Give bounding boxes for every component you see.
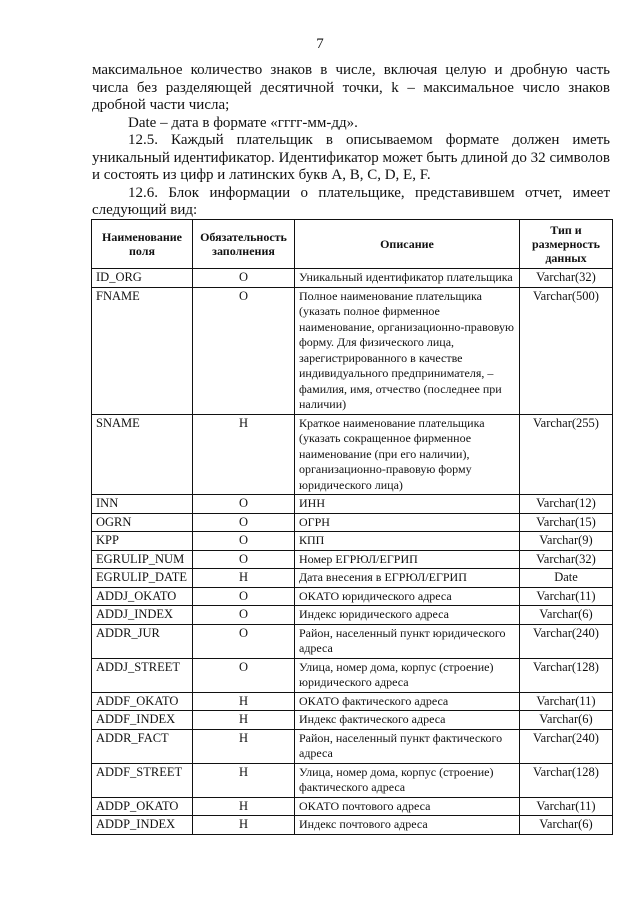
table-body	[92, 269, 613, 835]
cell-field-name: ADDR_JUR	[92, 624, 193, 658]
cell-description: Полное наименование плательщика (указать полное фирменное наименование, организационно-правовую форму. Для физического лица, зарегистрированного в качестве индивидуального предпринимателя, – фамилия, имя, отчество (последнее при наличии)	[295, 287, 520, 414]
table-row	[92, 711, 613, 730]
cell-required: О	[193, 587, 295, 606]
page-number: 7	[316, 36, 324, 52]
cell-field-name: SNAME	[92, 414, 193, 495]
cell-description: ОКАТО юридического адреса	[295, 587, 520, 606]
table-row	[92, 797, 613, 816]
paragraph-date-format: Date – дата в формате «гггг-мм-дд».	[128, 114, 358, 131]
table-row	[92, 287, 613, 414]
table-row	[92, 763, 613, 797]
cell-required: Н	[193, 797, 295, 816]
table-row	[92, 269, 613, 288]
cell-required: О	[193, 287, 295, 414]
header-type: Тип и размерность данных	[520, 220, 613, 269]
cell-description: Номер ЕГРЮЛ/ЕГРИП	[295, 550, 520, 569]
table-row	[92, 587, 613, 606]
cell-description: Индекс почтового адреса	[295, 816, 520, 835]
table-row	[92, 495, 613, 514]
cell-description: Индекс юридического адреса	[295, 606, 520, 625]
table-row	[92, 624, 613, 658]
cell-description: ИНН	[295, 495, 520, 514]
cell-required: О	[193, 658, 295, 692]
cell-type: Varchar(11)	[520, 587, 613, 606]
cell-type: Varchar(6)	[520, 606, 613, 625]
cell-field-name: ADDJ_STREET	[92, 658, 193, 692]
cell-description: Район, населенный пункт юридического адреса	[295, 624, 520, 658]
cell-type: Varchar(12)	[520, 495, 613, 514]
cell-required: Н	[193, 692, 295, 711]
cell-description: Район, населенный пункт фактического адреса	[295, 729, 520, 763]
cell-type: Varchar(15)	[520, 513, 613, 532]
cell-field-name: EGRULIP_DATE	[92, 569, 193, 588]
cell-type: Varchar(240)	[520, 729, 613, 763]
cell-type: Varchar(128)	[520, 658, 613, 692]
cell-field-name: ADDF_STREET	[92, 763, 193, 797]
cell-required: Н	[193, 414, 295, 495]
cell-field-name: ADDP_OKATO	[92, 797, 193, 816]
table-row	[92, 658, 613, 692]
cell-required: Н	[193, 763, 295, 797]
cell-field-name: ADDP_INDEX	[92, 816, 193, 835]
table-row	[92, 606, 613, 625]
cell-type: Varchar(240)	[520, 624, 613, 658]
header-description: Описание	[295, 220, 520, 269]
cell-type: Varchar(6)	[520, 816, 613, 835]
cell-description: ОГРН	[295, 513, 520, 532]
cell-type: Varchar(128)	[520, 763, 613, 797]
table-row	[92, 816, 613, 835]
paragraph-12-6: 12.6. Блок информации о плательщике, представившем отчет, имеет следующий вид:	[92, 184, 610, 218]
cell-required: Н	[193, 569, 295, 588]
cell-description: Улица, номер дома, корпус (строение) юридического адреса	[295, 658, 520, 692]
cell-field-name: FNAME	[92, 287, 193, 414]
cell-type: Date	[520, 569, 613, 588]
table-row	[92, 569, 613, 588]
cell-description: Уникальный идентификатор плательщика	[295, 269, 520, 288]
table-row	[92, 532, 613, 551]
cell-required: О	[193, 550, 295, 569]
body-text	[92, 62, 610, 220]
cell-field-name: OGRN	[92, 513, 193, 532]
cell-type: Varchar(11)	[520, 692, 613, 711]
cell-field-name: ADDF_INDEX	[92, 711, 193, 730]
cell-required: О	[193, 606, 295, 625]
table-row	[92, 513, 613, 532]
cell-field-name: ADDJ_OKATO	[92, 587, 193, 606]
cell-field-name: INN	[92, 495, 193, 514]
cell-type: Varchar(500)	[520, 287, 613, 414]
cell-description: ОКАТО фактического адреса	[295, 692, 520, 711]
cell-required: О	[193, 532, 295, 551]
cell-required: О	[193, 269, 295, 288]
paragraph-continuation: максимальное количество знаков в числе, включая целую и дробную часть числа без разделяющей десятичной точки, k – максимальное число знаков дробной части числа;	[92, 62, 610, 113]
cell-type: Varchar(32)	[520, 269, 613, 288]
cell-type: Varchar(11)	[520, 797, 613, 816]
cell-field-name: ID_ORG	[92, 269, 193, 288]
cell-type: Varchar(9)	[520, 532, 613, 551]
header-field-name: Наименование поля	[92, 220, 193, 269]
cell-required: О	[193, 624, 295, 658]
header-required: Обязательность заполнения	[193, 220, 295, 269]
cell-type: Varchar(32)	[520, 550, 613, 569]
cell-required: О	[193, 513, 295, 532]
cell-field-name: ADDJ_INDEX	[92, 606, 193, 625]
table-row	[92, 692, 613, 711]
table-header-row	[92, 220, 613, 269]
cell-field-name: EGRULIP_NUM	[92, 550, 193, 569]
cell-description: Дата внесения в ЕГРЮЛ/ЕГРИП	[295, 569, 520, 588]
cell-field-name: ADDR_FACT	[92, 729, 193, 763]
cell-field-name: ADDF_OKATO	[92, 692, 193, 711]
cell-type: Varchar(6)	[520, 711, 613, 730]
cell-type: Varchar(255)	[520, 414, 613, 495]
payer-info-table	[91, 219, 613, 835]
cell-description: Индекс фактического адреса	[295, 711, 520, 730]
cell-required: О	[193, 495, 295, 514]
cell-description: Улица, номер дома, корпус (строение) фактического адреса	[295, 763, 520, 797]
cell-description: ОКАТО почтового адреса	[295, 797, 520, 816]
cell-description: КПП	[295, 532, 520, 551]
table-row	[92, 729, 613, 763]
paragraph-12-5: 12.5. Каждый плательщик в описываемом формате должен иметь уникальный идентификатор. Идентификатор может быть длиной до 32 символов и состоять из цифр и латинских букв A, B, C, D, E, F.	[92, 132, 610, 183]
cell-required: Н	[193, 816, 295, 835]
cell-required: Н	[193, 729, 295, 763]
payer-info-table-wrapper	[91, 219, 612, 835]
cell-description: Краткое наименование плательщика (указать сокращенное фирменное наименование (при его наличии), организационно-правовую форму юридического лица)	[295, 414, 520, 495]
table-row	[92, 550, 613, 569]
table-row	[92, 414, 613, 495]
cell-field-name: KPP	[92, 532, 193, 551]
cell-required: Н	[193, 711, 295, 730]
